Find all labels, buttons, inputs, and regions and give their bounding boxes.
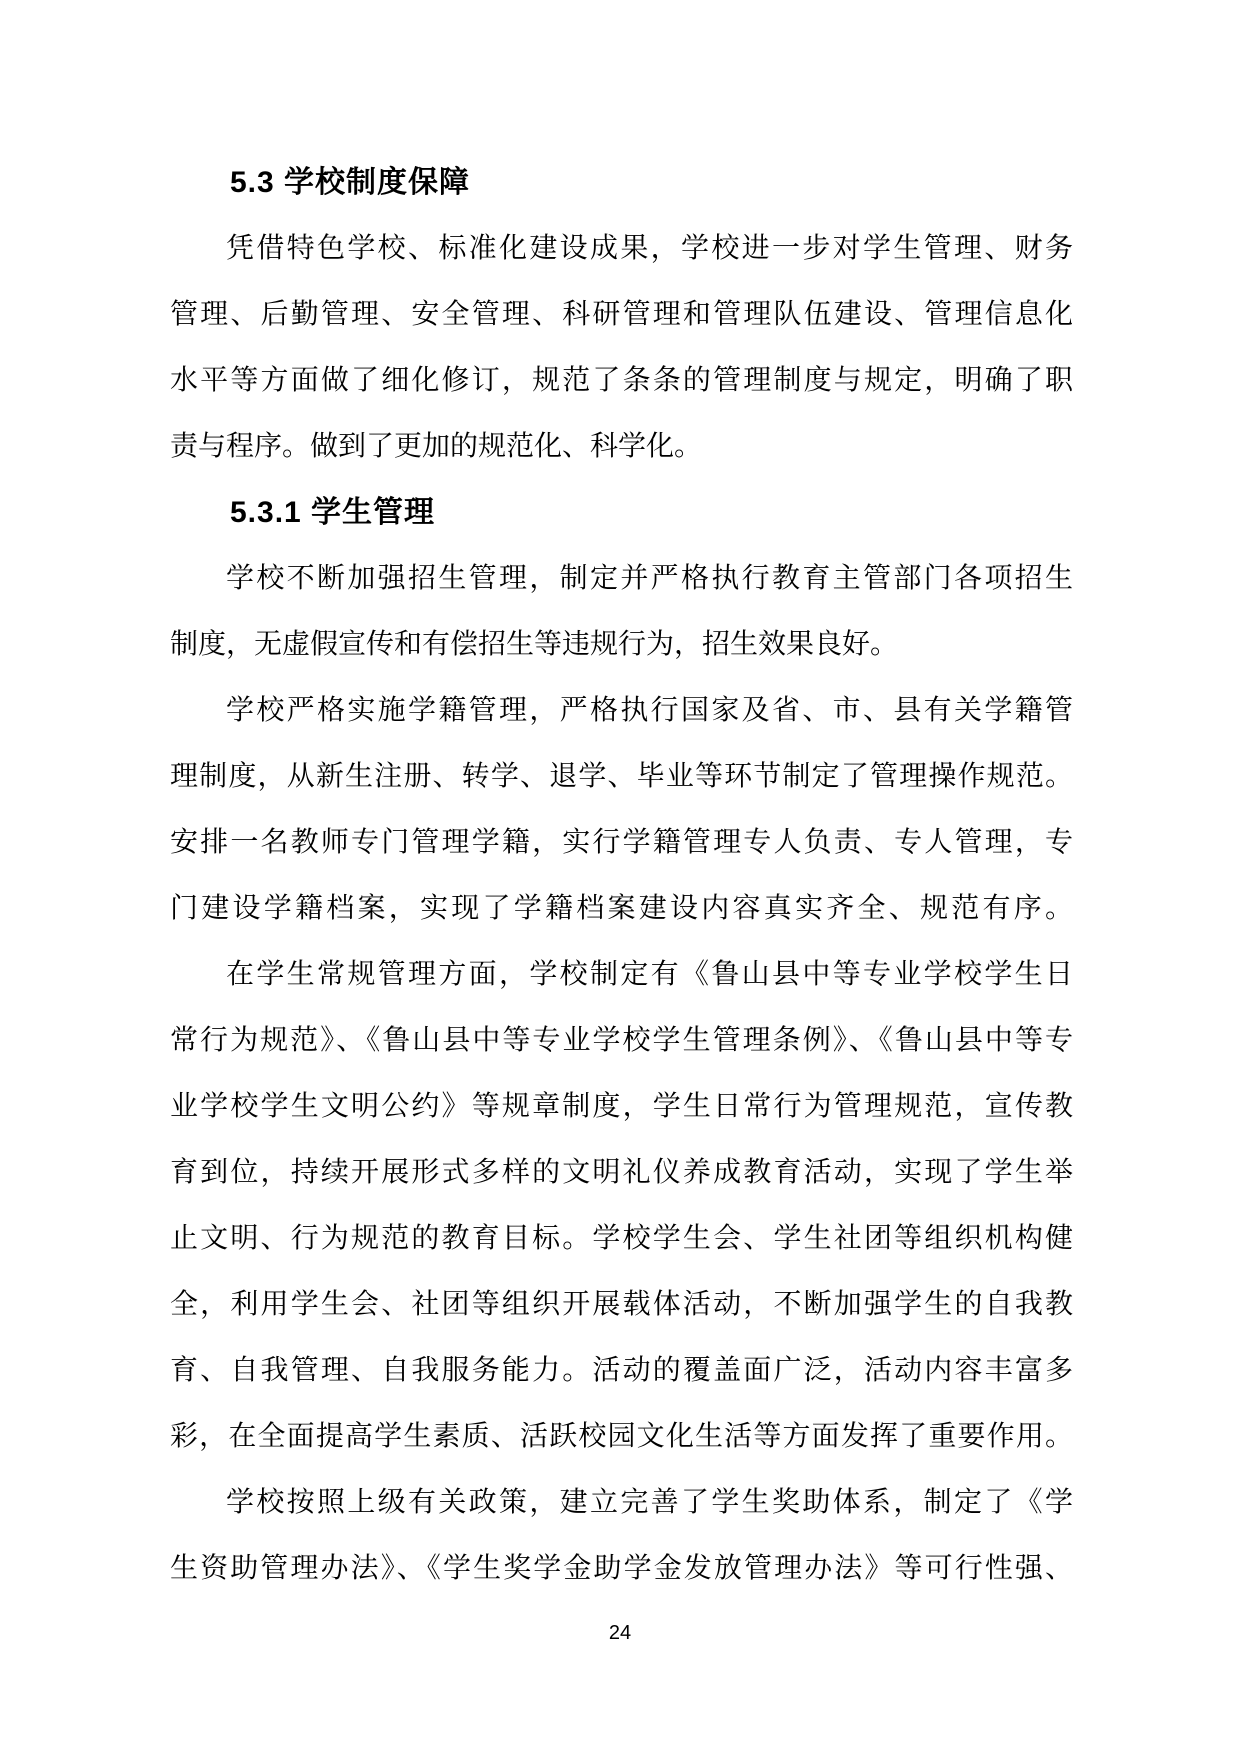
text-line: 安排一名教师专门管理学籍，实行学籍管理专人负责、专人管理，专 — [170, 827, 1073, 858]
text-line: 在学生常规管理方面，学校制定有《鲁山县中等专业学校学生日 — [226, 959, 1073, 990]
section-heading: 5.3 学校制度保障 — [230, 166, 471, 199]
text-line: 学校不断加强招生管理，制定并严格执行教育主管部门各项招生 — [226, 563, 1073, 594]
document-body — [170, 150, 1073, 1602]
text-line: 彩，在全面提高学生素质、活跃校园文化生活等方面发挥了重要作用。 — [170, 1421, 1073, 1452]
text-line: 制度，无虚假宣传和有偿招生等违规行为，招生效果良好。 — [170, 629, 899, 660]
text-line: 育到位，持续开展形式多样的文明礼仪养成教育活动，实现了学生举 — [170, 1157, 1073, 1188]
section-heading: 5.3.1 学生管理 — [230, 496, 436, 529]
text-line: 学校按照上级有关政策，建立完善了学生奖助体系，制定了《学 — [226, 1487, 1073, 1518]
text-line: 责与程序。做到了更加的规范化、科学化。 — [170, 431, 703, 462]
page-number: 24 — [608, 1622, 632, 1644]
text-line: 管理、后勤管理、安全管理、科研管理和管理队伍建设、管理信息化 — [170, 299, 1073, 330]
text-line: 门建设学籍档案，实现了学籍档案建设内容真实齐全、规范有序。 — [170, 893, 1073, 924]
text-line: 育、自我管理、自我服务能力。活动的覆盖面广泛，活动内容丰富多 — [170, 1355, 1073, 1386]
text-line: 理制度，从新生注册、转学、退学、毕业等环节制定了管理操作规范。 — [170, 761, 1073, 792]
text-line: 全，利用学生会、社团等组织开展载体活动，不断加强学生的自我教 — [170, 1289, 1073, 1320]
text-line: 常行为规范》、《鲁山县中等专业学校学生管理条例》、《鲁山县中等专 — [170, 1025, 1073, 1056]
text-line: 水平等方面做了细化修订，规范了条条的管理制度与规定，明确了职 — [170, 365, 1073, 396]
text-line: 业学校学生文明公约》等规章制度，学生日常行为管理规范，宣传教 — [170, 1091, 1073, 1122]
text-line: 凭借特色学校、标准化建设成果，学校进一步对学生管理、财务 — [226, 233, 1073, 264]
text-line: 生资助管理办法》、《学生奖学金助学金发放管理办法》等可行性强、 — [170, 1553, 1073, 1584]
text-line: 学校严格实施学籍管理，严格执行国家及省、市、县有关学籍管 — [226, 695, 1073, 726]
text-line: 止文明、行为规范的教育目标。学校学生会、学生社团等组织机构健 — [170, 1223, 1073, 1254]
